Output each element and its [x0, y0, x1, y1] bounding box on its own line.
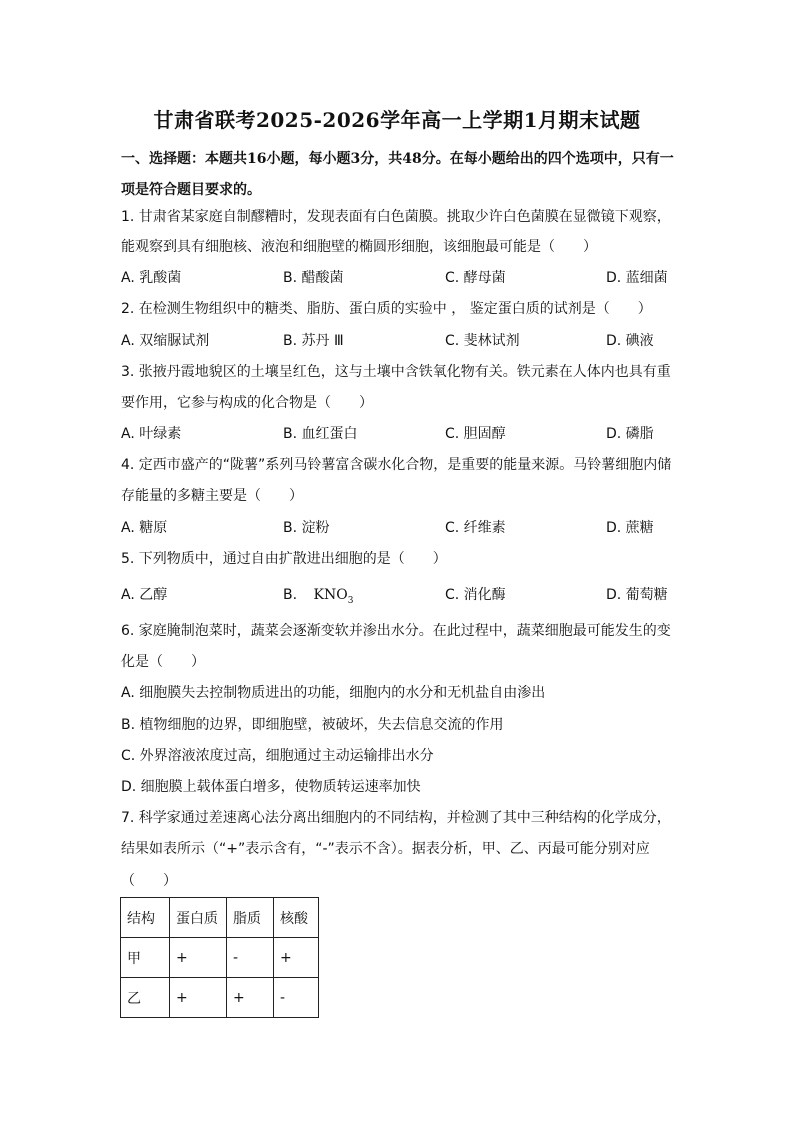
question-6-option-a: A. 细胞膜失去控制物质进出的功能，细胞内的水分和无机盐自由渗出 [121, 685, 546, 701]
question-1-line-1: 1. 甘肃省某家庭自制醪糟时，发现表面有白色菌膜。挑取少许白色菌膜在显微镜下观察， [121, 209, 671, 225]
table-cell: + [274, 938, 319, 978]
question-4-line-2: 存能量的多糖主要是（ ） [121, 488, 303, 504]
question-4-option-c: C. 纤维素 [445, 520, 506, 536]
question-4-option-a: A. 糖原 [121, 520, 168, 536]
question-7-line-1: 7. 科学家通过差速离心法分离出细胞内的不同结构，并检测了其中三种结构的化学成分， [121, 810, 671, 826]
question-5-option-d: D. 葡萄糖 [606, 587, 668, 603]
question-2-option-b: B. 苏丹 Ⅲ [283, 333, 344, 349]
question-6-option-c: C. 外界溶液浓度过高，细胞通过主动运输排出水分 [121, 748, 434, 764]
question-3-line-2: 要作用，它参与构成的化合物是（ ） [121, 395, 373, 411]
question-2-option-d: D. 碘液 [606, 333, 654, 349]
exam-title: 甘肃省联考2025-2026学年高一上学期1月期末试题 [153, 108, 641, 132]
question-6-line-1: 6. 家庭腌制泡菜时，蔬菜会逐渐变软并渗出水分。在此过程中，蔬菜细胞最可能发生的变 [121, 623, 671, 639]
question-1-option-c: C. 酵母菌 [445, 270, 506, 286]
question-5-option-b [283, 585, 353, 611]
table-cell: 甲 [121, 938, 170, 978]
option-b-label: B. [283, 587, 302, 603]
question-2-line-1: 2. 在检测生物组织中的糖类、脂肪、蛋白质的实验中 ， 鉴定蛋白质的试剂是（ ） [121, 301, 652, 317]
question-3-option-c: C. 胆固醇 [445, 426, 506, 442]
table-header-cell: 蛋白质 [170, 898, 227, 938]
question-1-option-b: B. 醋酸菌 [283, 270, 344, 286]
table-header-cell: 结构 [121, 898, 170, 938]
question-4-option-b: B. 淀粉 [283, 520, 330, 536]
table-cell: + [170, 938, 227, 978]
formula-kno3 [313, 587, 354, 606]
table-header-cell: 核酸 [274, 898, 319, 938]
formula-main: KNO [313, 587, 348, 603]
question-1-line-2: 能观察到具有细胞核、液泡和细胞壁的椭圆形细胞，该细胞最可能是（ ） [121, 239, 597, 255]
table-row [121, 978, 319, 1018]
table-cell: - [227, 938, 274, 978]
table-header-row [121, 898, 319, 938]
table-cell: + [227, 978, 274, 1018]
question-5-line-1: 5. 下列物质中，通过自由扩散进出细胞的是（ ） [121, 551, 447, 567]
formula-subscript: 3 [347, 595, 354, 606]
question-1-option-a: A. 乳酸菌 [121, 270, 182, 286]
question-6-option-d: D. 细胞膜上载体蛋白增多，使物质转运速率加快 [121, 779, 421, 795]
question-2-option-c: C. 斐林试剂 [445, 333, 520, 349]
question-7-line-3: （ ） [121, 873, 177, 889]
question-5-option-c: C. 消化酶 [445, 587, 506, 603]
question-3-option-b: B. 血红蛋白 [283, 426, 358, 442]
question-4-line-1: 4. 定西市盛产的“陇薯”系列马铃薯富含碳水化合物，是重要的能量来源。马铃薯细胞内储 [121, 457, 672, 473]
table-cell: 乙 [121, 978, 170, 1018]
question-4-option-d: D. 蔗糖 [606, 520, 654, 536]
question-1-option-d: D. 蓝细菌 [606, 270, 668, 286]
table-cell: - [274, 978, 319, 1018]
question-6-option-b: B. 植物细胞的边界，即细胞壁，被破坏，失去信息交流的作用 [121, 717, 504, 733]
table-row [121, 938, 319, 978]
table-cell: + [170, 978, 227, 1018]
table-header-cell: 脂质 [227, 898, 274, 938]
question-5-option-a: A. 乙醇 [121, 587, 168, 603]
question-3-option-d: D. 磷脂 [606, 426, 654, 442]
question-7-line-2: 结果如表所示（“+”表示含有，“-”表示不含）。据表分析，甲、乙、丙最可能分别对应 [121, 841, 650, 857]
composition-table [120, 897, 319, 1018]
question-3-line-1: 3. 张掖丹霞地貌区的土壤呈红色，这与土壤中含铁氧化物有关。铁元素在人体内也具有重 [121, 364, 671, 380]
question-2-option-a: A. 双缩脲试剂 [121, 333, 210, 349]
section-header: 一、选择题：本题共16小题，每小题3分，共48分。在每小题给出的四个选项中，只有一项是符合题目要求的。 [121, 151, 674, 198]
question-6-line-2: 化是（ ） [121, 654, 205, 670]
question-3-option-a: A. 叶绿素 [121, 426, 182, 442]
